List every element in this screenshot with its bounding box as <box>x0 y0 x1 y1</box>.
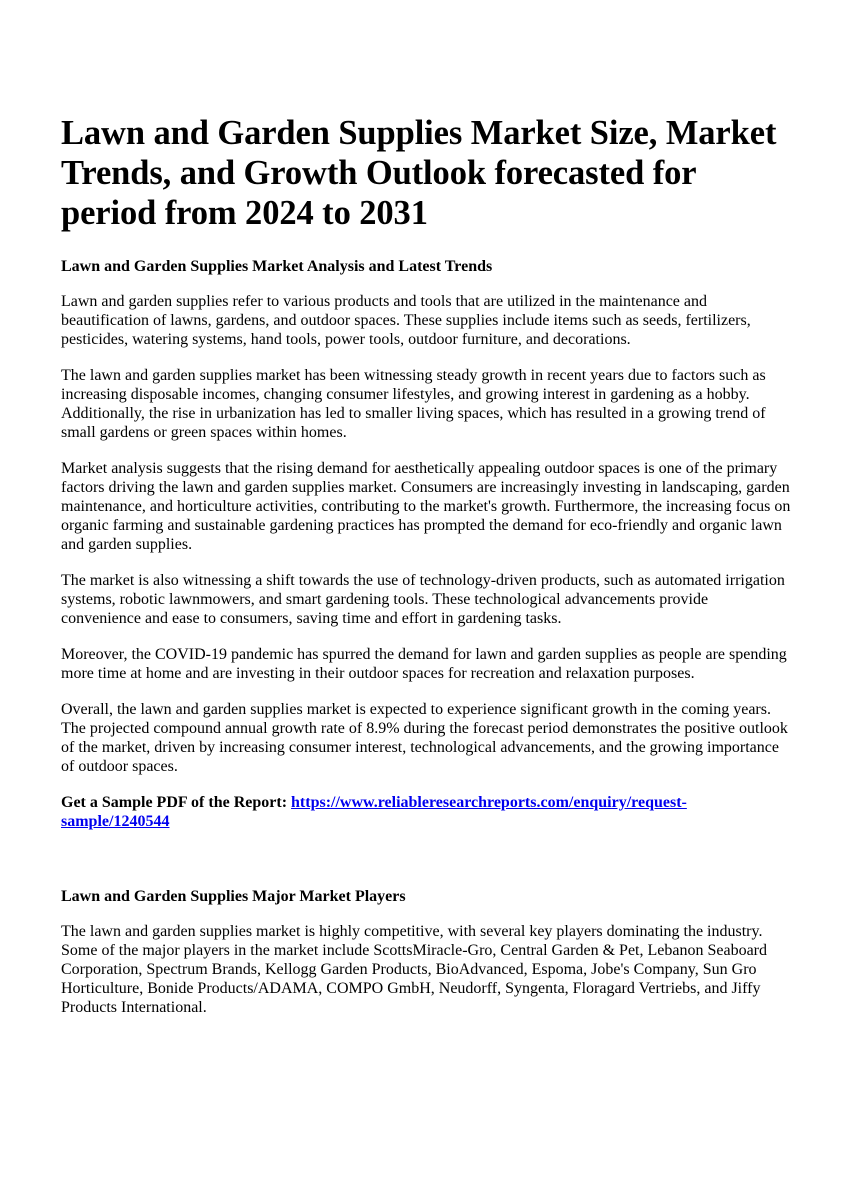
sample-pdf-line <box>61 793 791 831</box>
paragraph: The lawn and garden supplies market is highly competitive, with several key players dominating the industry. Some of the major players in the market include ScottsMiracle-Gro, Central Garden & Pet, Lebanon Seaboard Corporation, Spectrum Brands, Kellogg Garden Products, BioAdvanced, Espoma, Jobe's Company, Sun Gro Horticulture, Bonide Products/ADAMA, COMPO GmbH, Neudorff, Syngenta, Floragard Vertriebs, and Jiffy Products International. <box>61 923 768 1016</box>
paragraph: The lawn and garden supplies market has been witnessing steady growth in recent years due to factors such as increasing disposable incomes, changing consumer lifestyles, and growing interest in gardening as a hobby. Additionally, the rise in urbanization has led to smaller living spaces, which has resulted in a growing trend of small gardens or green spaces within homes. <box>61 367 766 441</box>
document-title: Lawn and Garden Supplies Market Size, Market Trends, and Growth Outlook forecasted for period from 2024 to 2031 <box>61 114 777 232</box>
document-page <box>61 113 791 1034</box>
paragraph: Overall, the lawn and garden supplies market is expected to experience significant growth in the coming years. The projected compound annual growth rate of 8.9% during the forecast period demonstrates the positive outlook of the market, driven by increasing consumer interest, technological advancements, and the growing importance of outdoor spaces. <box>61 701 788 775</box>
paragraph: Moreover, the COVID-19 pandemic has spurred the demand for lawn and garden supplies as people are spending more time at home and are investing in their outdoor spaces for recreation and relaxation purposes. <box>61 646 787 682</box>
paragraph: Market analysis suggests that the rising demand for aesthetically appealing outdoor spaces is one of the primary factors driving the lawn and garden supplies market. Consumers are increasingly investing in landscaping, garden maintenance, and horticulture activities, contributing to the market's growth. Furthermore, the increasing focus on organic farming and sustainable gardening practices has prompted the demand for eco-friendly and organic lawn and garden supplies. <box>61 460 791 553</box>
sample-pdf-link[interactable]: https://www.reliableresearchreports.com/enquiry/request-sample/1240544 <box>61 794 687 830</box>
paragraph: The market is also witnessing a shift towards the use of technology-driven products, such as automated irrigation systems, robotic lawnmowers, and smart gardening tools. These technological advancements provide convenience and ease to consumers, saving time and effort in gardening tasks. <box>61 572 785 627</box>
section-heading-analysis: Lawn and Garden Supplies Market Analysis and Latest Trends <box>61 258 493 275</box>
section-heading-players: Lawn and Garden Supplies Major Market Players <box>61 888 406 905</box>
sample-pdf-label: Get a Sample PDF of the Report: <box>61 794 292 811</box>
paragraph: Lawn and garden supplies refer to various products and tools that are utilized in the maintenance and beautification of lawns, gardens, and outdoor spaces. These supplies include items such as seeds, fertilizers, pesticides, watering systems, hand tools, power tools, outdoor furniture, and decorations. <box>61 293 751 348</box>
